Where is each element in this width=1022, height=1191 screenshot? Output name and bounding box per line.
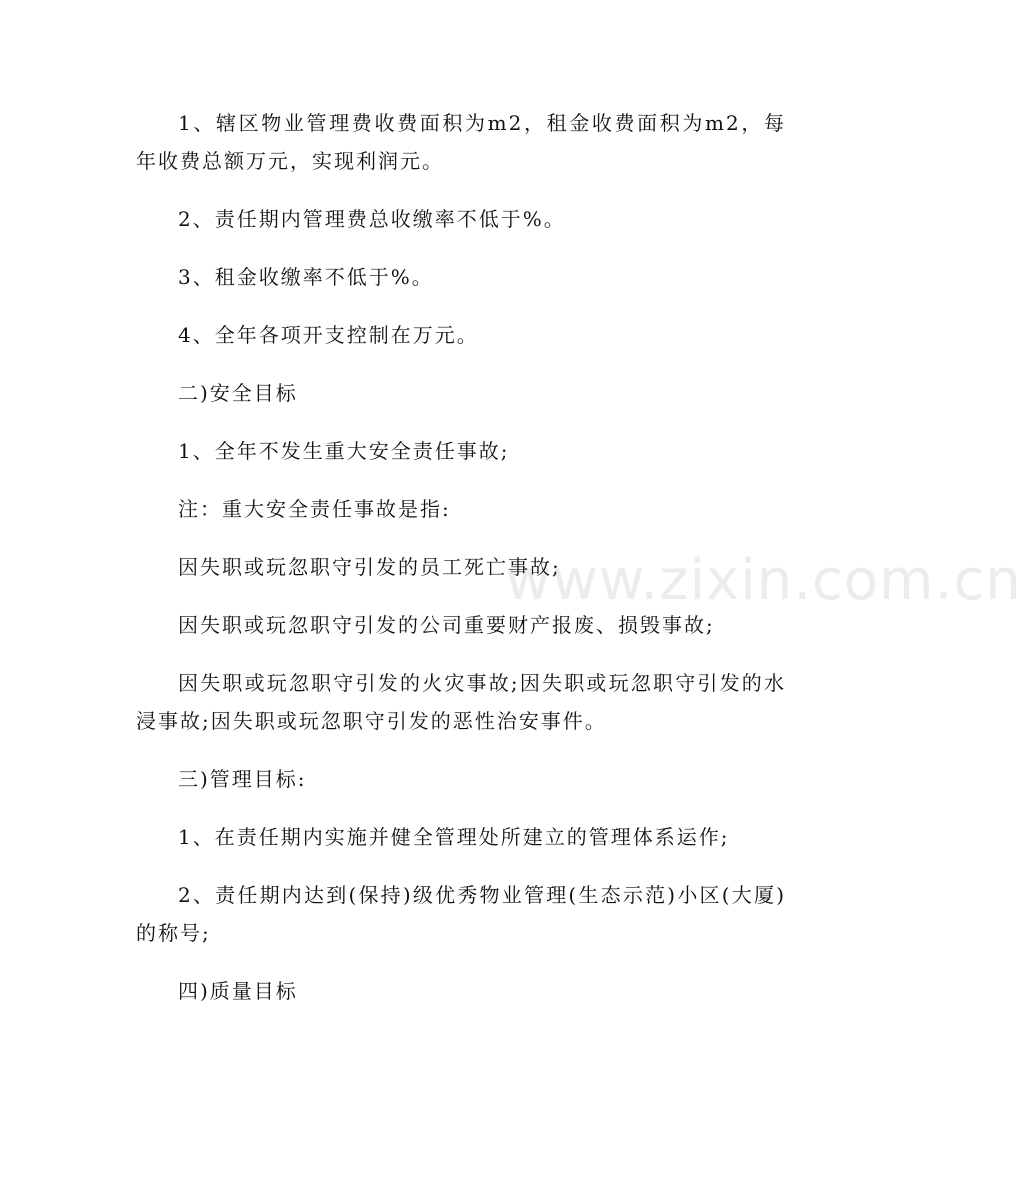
section-heading-quality: 四)质量目标 <box>178 979 298 1003</box>
paragraph: 1、辖区物业管理费收费面积为m2，租金收费面积为m2，每年收费总额万元，实现利润元。 <box>136 111 786 173</box>
paragraph: 因失职或玩忽职守引发的员工死亡事故; <box>178 555 561 579</box>
paragraph: 1、全年不发生重大安全责任事故; <box>178 439 510 463</box>
note-label: 注：重大安全责任事故是指: <box>178 497 451 521</box>
paragraph: 3、租金收缴率不低于%。 <box>178 265 434 289</box>
paragraph: 4、全年各项开支控制在万元。 <box>178 323 479 347</box>
document-body <box>136 104 786 1030</box>
paragraph: 因失职或玩忽职守引发的公司重要财产报废、损毁事故; <box>178 613 715 637</box>
paragraph: 2、责任期内达到(保持)级优秀物业管理(生态示范)小区(大厦)的称号; <box>136 883 786 945</box>
section-heading-safety: 二)安全目标 <box>178 381 298 405</box>
watermark: www.zixin.com.cn <box>505 548 1022 613</box>
section-heading-management: 三)管理目标: <box>178 767 307 791</box>
paragraph: 1、在责任期内实施并健全管理处所建立的管理体系运作; <box>178 825 730 849</box>
paragraph: 2、责任期内管理费总收缴率不低于%。 <box>178 207 566 231</box>
paragraph: 因失职或玩忽职守引发的火灾事故;因失职或玩忽职守引发的水浸事故;因失职或玩忽职守引发的恶性治安事件。 <box>136 671 786 733</box>
